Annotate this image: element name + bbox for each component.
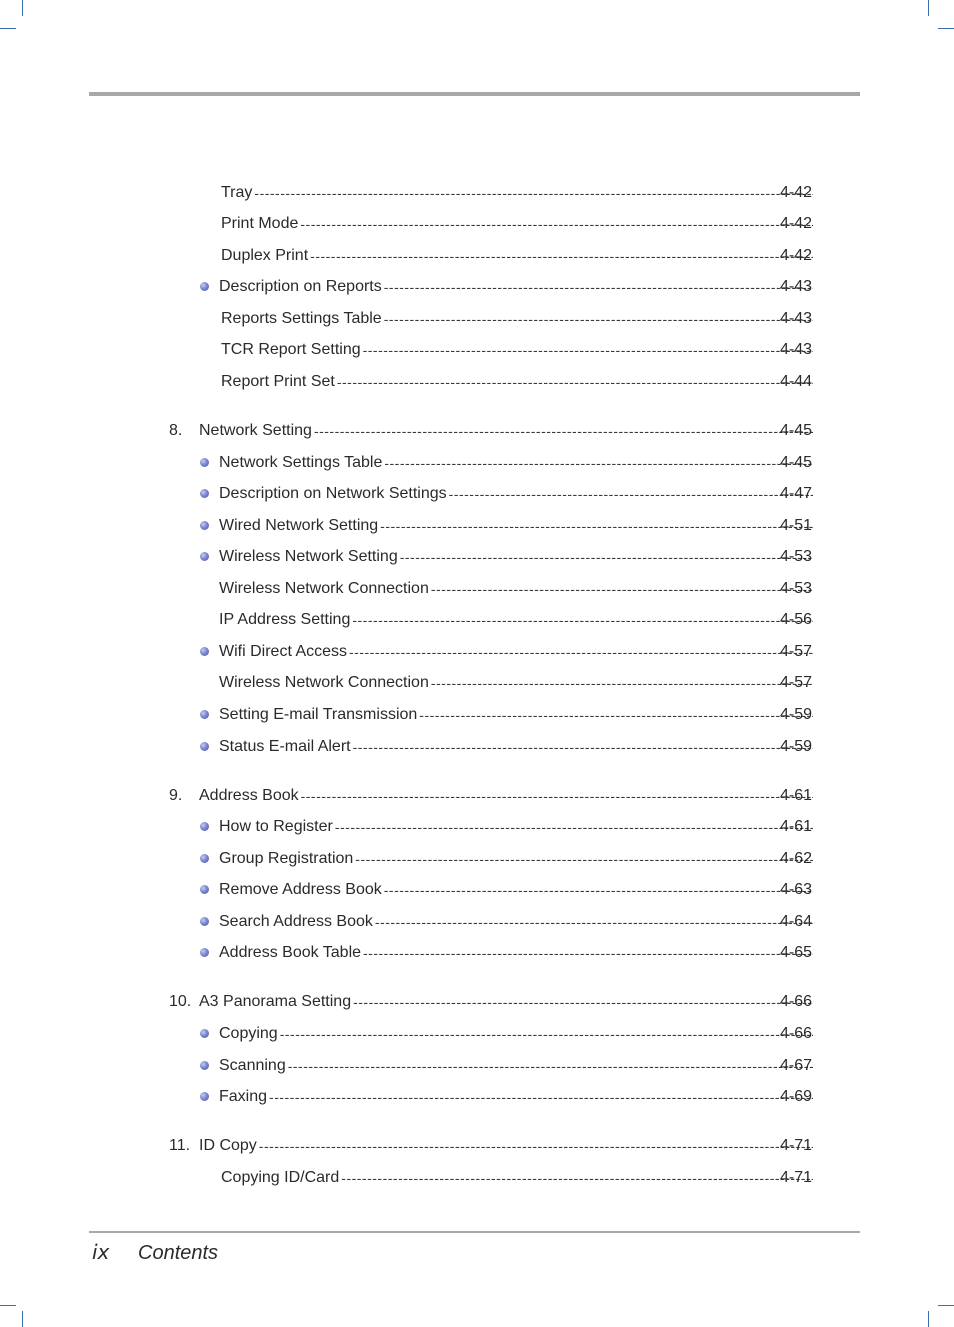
crop-mark bbox=[22, 0, 23, 16]
toc-entry-lead bbox=[219, 1085, 813, 1109]
toc-entry-title: Address Book Table bbox=[219, 944, 362, 961]
footer-label: Contents bbox=[138, 1242, 219, 1264]
toc-entry-title: Wireless Network Connection bbox=[219, 674, 429, 691]
toc-page-number: 4-47 bbox=[780, 485, 813, 502]
toc-leader-dots bbox=[384, 878, 813, 902]
toc-page-number: 4-45 bbox=[780, 454, 813, 471]
toc-entry-lead bbox=[169, 990, 813, 1014]
toc-page-number: 4-71 bbox=[780, 1169, 813, 1186]
toc-entry-title: Scanning bbox=[219, 1057, 286, 1074]
toc-section-number: 10. bbox=[169, 993, 192, 1010]
toc-entry[interactable] bbox=[0, 910, 954, 934]
toc-entry-lead bbox=[221, 244, 813, 268]
toc-entry-lead bbox=[221, 212, 813, 236]
toc-entry[interactable] bbox=[0, 878, 954, 902]
crop-mark bbox=[938, 1305, 954, 1306]
toc-leader-dots bbox=[384, 307, 813, 331]
toc-entry-title: Duplex Print bbox=[221, 247, 309, 264]
toc-page-number: 4-64 bbox=[780, 913, 813, 930]
toc-entry-title: Tray bbox=[221, 184, 253, 201]
toc-entry-lead bbox=[219, 577, 813, 601]
bullet-icon bbox=[200, 710, 209, 719]
toc-entry-lead bbox=[219, 640, 813, 664]
toc-page-number: 4-71 bbox=[780, 1137, 813, 1154]
crop-mark bbox=[938, 28, 954, 29]
toc-page-number: 4-42 bbox=[780, 184, 813, 201]
bullet-icon bbox=[200, 1092, 209, 1101]
toc-page-number: 4-66 bbox=[780, 993, 813, 1010]
toc-leader-dots bbox=[363, 338, 813, 362]
toc-entry[interactable] bbox=[0, 990, 954, 1014]
toc-entry-lead bbox=[219, 735, 813, 759]
toc-leader-dots bbox=[259, 1134, 813, 1158]
toc-entry[interactable] bbox=[0, 941, 954, 965]
toc-page-number: 4-67 bbox=[780, 1057, 813, 1074]
toc-leader-dots bbox=[337, 370, 813, 394]
toc-leader-dots bbox=[419, 703, 813, 727]
toc-leader-dots bbox=[300, 212, 813, 236]
toc-page-number: 4-45 bbox=[780, 422, 813, 439]
toc-entry[interactable] bbox=[0, 514, 954, 538]
toc-page-number: 4-43 bbox=[780, 278, 813, 295]
footer-rule bbox=[89, 1231, 860, 1233]
toc-entry[interactable] bbox=[0, 212, 954, 236]
toc-entry-title: Description on Reports bbox=[219, 278, 382, 295]
toc-entry[interactable] bbox=[0, 815, 954, 839]
toc-leader-dots bbox=[380, 514, 813, 538]
toc-entry-title: Reports Settings Table bbox=[221, 310, 382, 327]
toc-entry-lead bbox=[219, 703, 813, 727]
toc-leader-dots bbox=[375, 910, 813, 934]
toc-entry-lead bbox=[169, 784, 813, 808]
bullet-icon bbox=[200, 552, 209, 561]
bullet-icon bbox=[200, 822, 209, 831]
toc-entry[interactable] bbox=[0, 1166, 954, 1190]
toc-leader-dots bbox=[269, 1085, 813, 1109]
toc-page-number: 4-63 bbox=[780, 881, 813, 898]
crop-mark bbox=[928, 1311, 929, 1327]
toc-entry-lead bbox=[219, 910, 813, 934]
toc-entry-title: Search Address Book bbox=[219, 913, 373, 930]
toc-entry-lead bbox=[169, 1134, 813, 1158]
toc-section-number: 11. bbox=[169, 1137, 191, 1154]
toc-entry[interactable] bbox=[0, 608, 954, 632]
toc-entry-title: TCR Report Setting bbox=[221, 341, 361, 358]
toc-entry[interactable] bbox=[0, 451, 954, 475]
toc-entry[interactable] bbox=[0, 1085, 954, 1109]
toc-entry-lead bbox=[219, 847, 813, 871]
toc-leader-dots bbox=[341, 1166, 813, 1190]
bullet-icon bbox=[200, 1061, 209, 1070]
toc-entry-lead bbox=[219, 1022, 813, 1046]
crop-mark bbox=[928, 0, 929, 16]
bullet-icon bbox=[200, 647, 209, 656]
toc-entry[interactable] bbox=[0, 577, 954, 601]
toc-page-number: 4-69 bbox=[780, 1088, 813, 1105]
toc-entry-lead bbox=[221, 370, 813, 394]
bullet-icon bbox=[200, 742, 209, 751]
toc-entry[interactable] bbox=[0, 640, 954, 664]
toc-entry-title: ID Copy bbox=[199, 1137, 257, 1154]
toc-entry[interactable] bbox=[0, 275, 954, 299]
bullet-icon bbox=[200, 282, 209, 291]
toc-entry-title: Status E-mail Alert bbox=[219, 738, 351, 755]
toc-leader-dots bbox=[363, 941, 813, 965]
toc-entry-lead bbox=[219, 545, 813, 569]
toc-entry-title: Setting E-mail Transmission bbox=[219, 706, 418, 723]
toc-section-number: 8. bbox=[169, 422, 183, 439]
toc-entry[interactable] bbox=[0, 784, 954, 808]
bullet-icon bbox=[200, 948, 209, 957]
toc-page-number: 4-66 bbox=[780, 1025, 813, 1042]
toc-leader-dots bbox=[314, 419, 813, 443]
toc-entry-title: Network Setting bbox=[199, 422, 312, 439]
toc-entry-title: Wifi Direct Access bbox=[219, 643, 348, 660]
toc-leader-dots bbox=[310, 244, 813, 268]
toc-page-number: 4-53 bbox=[780, 548, 813, 565]
toc-section-number: 9. bbox=[169, 787, 183, 804]
toc-entry-lead bbox=[221, 338, 813, 362]
toc-page-number: 4-56 bbox=[780, 611, 813, 628]
bullet-icon bbox=[200, 521, 209, 530]
toc-leader-dots bbox=[431, 577, 813, 601]
bullet-icon bbox=[200, 458, 209, 467]
toc-entry-title: Copying bbox=[219, 1025, 278, 1042]
toc-leader-dots bbox=[280, 1022, 813, 1046]
toc-page-number: 4-57 bbox=[780, 643, 813, 660]
toc-page-number: 4-61 bbox=[780, 818, 813, 835]
toc-leader-dots bbox=[431, 671, 813, 695]
bullet-icon bbox=[200, 489, 209, 498]
toc-entry-lead bbox=[219, 941, 813, 965]
crop-mark bbox=[0, 1305, 16, 1306]
toc-page-number: 4-65 bbox=[780, 944, 813, 961]
toc-entry[interactable] bbox=[0, 735, 954, 759]
toc-entry-title: A3 Panorama Setting bbox=[199, 993, 352, 1010]
toc-entry-lead bbox=[219, 514, 813, 538]
toc-page-number: 4-42 bbox=[780, 215, 813, 232]
toc-entry-lead bbox=[219, 878, 813, 902]
toc-page-number: 4-51 bbox=[780, 517, 813, 534]
footer-page-number: ix bbox=[92, 1240, 110, 1264]
toc-entry[interactable] bbox=[0, 181, 954, 205]
toc-entry[interactable] bbox=[0, 671, 954, 695]
crop-mark bbox=[22, 1311, 23, 1327]
toc-leader-dots bbox=[288, 1054, 813, 1078]
toc-entry-title: Address Book bbox=[199, 787, 299, 804]
toc-leader-dots bbox=[352, 608, 813, 632]
toc-entry[interactable] bbox=[0, 482, 954, 506]
toc-entry-lead bbox=[219, 275, 813, 299]
toc-entry-lead bbox=[221, 1166, 813, 1190]
toc-leader-dots bbox=[384, 275, 813, 299]
toc-entry-lead bbox=[221, 181, 813, 205]
toc-entry[interactable] bbox=[0, 1054, 954, 1078]
toc-page-number: 4-44 bbox=[780, 373, 813, 390]
toc-entry-title: How to Register bbox=[219, 818, 333, 835]
toc-page-number: 4-42 bbox=[780, 247, 813, 264]
toc-entry[interactable] bbox=[0, 703, 954, 727]
toc-page-number: 4-59 bbox=[780, 706, 813, 723]
toc-leader-dots bbox=[353, 735, 813, 759]
toc-entry-title: Faxing bbox=[219, 1088, 268, 1105]
toc-entry-lead bbox=[169, 419, 813, 443]
toc-page-number: 4-53 bbox=[780, 580, 813, 597]
toc-leader-dots bbox=[254, 181, 813, 205]
toc-page-number: 4-57 bbox=[780, 674, 813, 691]
toc-entry-title: Network Settings Table bbox=[219, 454, 383, 471]
toc-page-number: 4-43 bbox=[780, 341, 813, 358]
toc-entry-title: Wireless Network Connection bbox=[219, 580, 429, 597]
toc-leader-dots bbox=[355, 847, 813, 871]
toc-entry[interactable] bbox=[0, 847, 954, 871]
toc-entry-title: IP Address Setting bbox=[219, 611, 351, 628]
toc-leader-dots bbox=[349, 640, 813, 664]
toc-leader-dots bbox=[400, 545, 813, 569]
toc-entry[interactable] bbox=[0, 545, 954, 569]
toc-entry[interactable] bbox=[0, 338, 954, 362]
toc-page-number: 4-62 bbox=[780, 850, 813, 867]
toc-entry-title: Wireless Network Setting bbox=[219, 548, 398, 565]
toc-leader-dots bbox=[353, 990, 813, 1014]
toc-entry-title: Remove Address Book bbox=[219, 881, 382, 898]
bullet-icon bbox=[200, 917, 209, 926]
crop-mark bbox=[0, 28, 16, 29]
toc-entry-lead bbox=[219, 1054, 813, 1078]
toc-entry[interactable] bbox=[0, 419, 954, 443]
toc-page-number: 4-59 bbox=[780, 738, 813, 755]
toc-page-number: 4-43 bbox=[780, 310, 813, 327]
bullet-icon bbox=[200, 885, 209, 894]
toc-entry[interactable] bbox=[0, 1022, 954, 1046]
toc-entry-lead bbox=[219, 815, 813, 839]
toc-entry-lead bbox=[219, 608, 813, 632]
toc-entry-title: Print Mode bbox=[221, 215, 299, 232]
toc-entry[interactable] bbox=[0, 1134, 954, 1158]
toc-entry-lead bbox=[221, 307, 813, 331]
bullet-icon bbox=[200, 854, 209, 863]
toc-entry[interactable] bbox=[0, 244, 954, 268]
toc-entry[interactable] bbox=[0, 307, 954, 331]
header-rule bbox=[89, 92, 860, 96]
toc-entry-lead bbox=[219, 451, 813, 475]
toc-entry-title: Description on Network Settings bbox=[219, 485, 447, 502]
toc-entry-title: Wired Network Setting bbox=[219, 517, 379, 534]
toc-entry-title: Copying ID/Card bbox=[221, 1169, 340, 1186]
toc-entry-title: Report Print Set bbox=[221, 373, 335, 390]
toc-leader-dots bbox=[301, 784, 813, 808]
bullet-icon bbox=[200, 1029, 209, 1038]
toc-leader-dots bbox=[384, 451, 813, 475]
toc-entry-title: Group Registration bbox=[219, 850, 354, 867]
toc-leader-dots bbox=[449, 482, 813, 506]
toc-leader-dots bbox=[335, 815, 813, 839]
toc-page-number: 4-61 bbox=[780, 787, 813, 804]
toc-entry-lead bbox=[219, 671, 813, 695]
toc-entry[interactable] bbox=[0, 370, 954, 394]
toc-entry-lead bbox=[219, 482, 813, 506]
